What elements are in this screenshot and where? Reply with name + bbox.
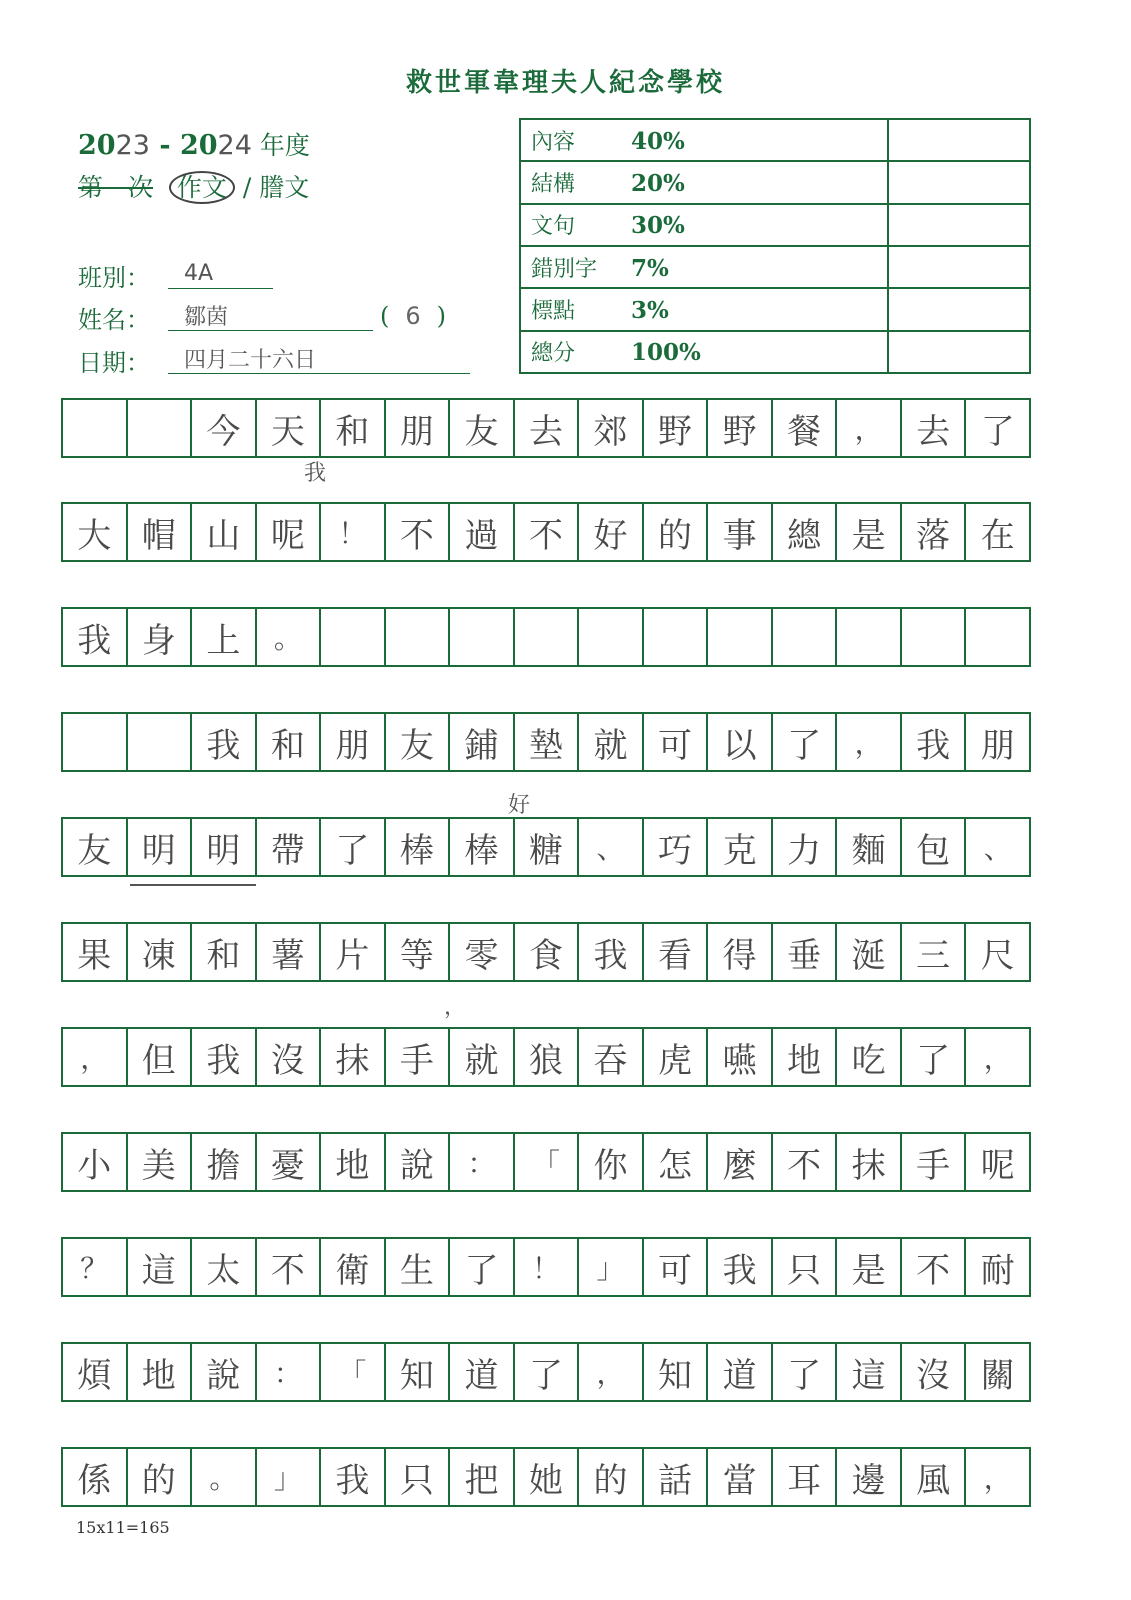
grid-cell: 上 xyxy=(190,607,255,667)
score-mark-cell xyxy=(888,119,1030,161)
composition-type xyxy=(78,168,309,204)
grid-cell: 這 xyxy=(126,1237,191,1297)
grid-cell: 我 xyxy=(577,922,642,982)
grid-cell: ？ xyxy=(61,1237,126,1297)
grid-cell: 耳 xyxy=(771,1447,836,1507)
grid-cell: ， xyxy=(835,712,900,772)
grid-cell: 野 xyxy=(642,398,707,458)
date-label: 日期： xyxy=(78,349,150,377)
grid-cell: 知 xyxy=(642,1342,707,1402)
grid-cell: 憂 xyxy=(255,1132,320,1192)
number-open: ( xyxy=(380,302,390,330)
grid-cell: 墊 xyxy=(513,712,578,772)
grid-cell xyxy=(384,607,449,667)
grid-cell: 克 xyxy=(706,817,771,877)
grid-cell: 當 xyxy=(706,1447,771,1507)
grid-cell: 風 xyxy=(900,1447,965,1507)
grid-cell: 話 xyxy=(642,1447,707,1507)
grid-cell: 明 xyxy=(126,817,191,877)
grid-cell: 我 xyxy=(190,1027,255,1087)
grid-cell: ， xyxy=(61,1027,126,1087)
grid-cell: 說 xyxy=(190,1342,255,1402)
grid-cell: 友 xyxy=(384,712,449,772)
grid-cell: 糖 xyxy=(513,817,578,877)
score-mark-cell xyxy=(888,331,1030,373)
correction-insert-3: ， xyxy=(444,995,467,1020)
grid-cell: 和 xyxy=(255,712,320,772)
grid-cell: 吞 xyxy=(577,1027,642,1087)
grid-cell: 只 xyxy=(771,1237,836,1297)
grid-cell: 邊 xyxy=(835,1447,900,1507)
grid-cell: 我 xyxy=(900,712,965,772)
score-row xyxy=(520,161,1030,203)
grid-cell xyxy=(448,607,513,667)
grid-cell: 鋪 xyxy=(448,712,513,772)
grid-row xyxy=(61,922,1031,986)
underline-mark xyxy=(130,884,256,886)
grid-cell: 和 xyxy=(190,922,255,982)
grid-cell: 關 xyxy=(964,1342,1031,1402)
grid-cell: 去 xyxy=(513,398,578,458)
grid-cell: 美 xyxy=(126,1132,191,1192)
grid-cell: 落 xyxy=(900,502,965,562)
grid-cell: 沒 xyxy=(900,1342,965,1402)
grid-cell xyxy=(642,607,707,667)
grid-cell: 」 xyxy=(577,1237,642,1297)
name-value: 鄒茵 xyxy=(184,305,229,330)
grid-cell: 友 xyxy=(61,817,126,877)
date-underline xyxy=(168,343,470,374)
grid-cell: 地 xyxy=(319,1132,384,1192)
grid-row xyxy=(61,817,1031,881)
grid-cell: 地 xyxy=(126,1342,191,1402)
grid-cell: 的 xyxy=(126,1447,191,1507)
grid-cell: 過 xyxy=(448,502,513,562)
grid-cell: 地 xyxy=(771,1027,836,1087)
score-criterion xyxy=(520,331,888,373)
grid-cell: 總 xyxy=(771,502,836,562)
grid-cell: 巧 xyxy=(642,817,707,877)
number-close: ) xyxy=(436,302,447,330)
grid-cell: 、 xyxy=(577,817,642,877)
grid-cell: 等 xyxy=(384,922,449,982)
grid-cell: 的 xyxy=(577,1447,642,1507)
grid-cell: 了 xyxy=(771,712,836,772)
grid-cell: 她 xyxy=(513,1447,578,1507)
grid-cell: ： xyxy=(448,1132,513,1192)
score-mark-cell xyxy=(888,288,1030,330)
score-percent: 100% xyxy=(631,339,701,367)
grid-row xyxy=(61,1342,1031,1406)
score-row xyxy=(520,246,1030,288)
student-number xyxy=(380,302,446,330)
grid-cell: 了 xyxy=(448,1237,513,1297)
grid-cell: 和 xyxy=(319,398,384,458)
score-name: 結構 xyxy=(531,171,576,197)
grid-cell: 我 xyxy=(706,1237,771,1297)
grid-cell: 吃 xyxy=(835,1027,900,1087)
grid-cell: 不 xyxy=(771,1132,836,1192)
type-slash: / xyxy=(234,173,260,202)
grid-cell: 但 xyxy=(126,1027,191,1087)
score-name: 內容 xyxy=(531,129,576,155)
grid-cell: 友 xyxy=(448,398,513,458)
grid-cell: ： xyxy=(255,1342,320,1402)
grid-cell: 煩 xyxy=(61,1342,126,1402)
grid-cell: 了 xyxy=(513,1342,578,1402)
grid-cell: 手 xyxy=(384,1027,449,1087)
class-value: 4A xyxy=(184,261,214,286)
grid-cell: 的 xyxy=(642,502,707,562)
type-struck: 第 次 xyxy=(78,173,154,202)
grid-cell: 棒 xyxy=(448,817,513,877)
grid-cell: 「 xyxy=(319,1342,384,1402)
name-field xyxy=(78,300,229,335)
score-name: 總分 xyxy=(531,341,576,367)
grid-cell: 是 xyxy=(835,1237,900,1297)
grid-cell xyxy=(900,607,965,667)
grid-cell: 耐 xyxy=(964,1237,1031,1297)
grid-cell: 虎 xyxy=(642,1027,707,1087)
grid-cell: 、 xyxy=(964,817,1031,877)
grid-cell: 垂 xyxy=(771,922,836,982)
score-row xyxy=(520,331,1030,373)
grid-cell: 這 xyxy=(835,1342,900,1402)
score-mark-cell xyxy=(888,246,1030,288)
score-percent: 30% xyxy=(631,212,685,240)
grid-row xyxy=(61,1447,1031,1511)
grid-cell: ， xyxy=(835,398,900,458)
grid-cell: 只 xyxy=(384,1447,449,1507)
grid-cell: 今 xyxy=(190,398,255,458)
score-percent: 40% xyxy=(631,127,685,155)
grid-cell: 在 xyxy=(964,502,1031,562)
grid-cell: 就 xyxy=(577,712,642,772)
grid-cell: 食 xyxy=(513,922,578,982)
grid-cell: 。 xyxy=(190,1447,255,1507)
grid-cell: 凍 xyxy=(126,922,191,982)
grid-cell: 是 xyxy=(835,502,900,562)
grid-cell: 就 xyxy=(448,1027,513,1087)
grid-cell xyxy=(513,607,578,667)
year-handwritten-2: 24 xyxy=(217,130,252,161)
grid-cell: 我 xyxy=(190,712,255,772)
grid-cell: 三 xyxy=(900,922,965,982)
grid-cell: 得 xyxy=(706,922,771,982)
grid-cell: 可 xyxy=(642,712,707,772)
grid-cell: 「 xyxy=(513,1132,578,1192)
score-criterion xyxy=(520,119,888,161)
grid-cell: 擔 xyxy=(190,1132,255,1192)
grid-cell xyxy=(835,607,900,667)
grid-row xyxy=(61,1027,1031,1091)
grid-cell xyxy=(706,607,771,667)
grid-cell: 」 xyxy=(255,1447,320,1507)
score-mark-cell xyxy=(888,204,1030,246)
grid-cell: 太 xyxy=(190,1237,255,1297)
grid-cell: 小 xyxy=(61,1132,126,1192)
year-prefix-2: 20 xyxy=(179,130,218,161)
grid-cell: 明 xyxy=(190,817,255,877)
grid-cell: 零 xyxy=(448,922,513,982)
grid-cell: 薯 xyxy=(255,922,320,982)
grid-cell: 去 xyxy=(900,398,965,458)
class-label: 班別： xyxy=(78,264,150,292)
school-title: 救世軍韋理夫人紀念學校 xyxy=(405,68,725,98)
score-row xyxy=(520,288,1030,330)
score-name: 文句 xyxy=(531,214,576,240)
grid-cell: 野 xyxy=(706,398,771,458)
grid-cell xyxy=(771,607,836,667)
score-name: 錯別字 xyxy=(531,256,598,282)
grid-cell: 我 xyxy=(319,1447,384,1507)
grid-cell: 不 xyxy=(513,502,578,562)
grid-cell: 麵 xyxy=(835,817,900,877)
name-underline xyxy=(168,300,373,331)
grid-cell: 道 xyxy=(706,1342,771,1402)
grid-cell: 大 xyxy=(61,502,126,562)
grid-cell: 身 xyxy=(126,607,191,667)
score-row xyxy=(520,119,1030,161)
grid-cell xyxy=(61,712,126,772)
score-mark-cell xyxy=(888,161,1030,203)
grid-row xyxy=(61,607,1031,671)
grid-cell: 知 xyxy=(384,1342,449,1402)
grid-cell: 可 xyxy=(642,1237,707,1297)
grid-cell: 帶 xyxy=(255,817,320,877)
grid-cell: 帽 xyxy=(126,502,191,562)
grid-cell: 餐 xyxy=(771,398,836,458)
grid-cell: ， xyxy=(964,1027,1031,1087)
class-field xyxy=(78,258,214,293)
grid-cell: 事 xyxy=(706,502,771,562)
grid-cell: 道 xyxy=(448,1342,513,1402)
grid-cell: ！ xyxy=(513,1237,578,1297)
date-value: 四月二十六日 xyxy=(184,348,317,373)
grid-row xyxy=(61,398,1031,462)
grid-cell xyxy=(319,607,384,667)
grid-cell: 力 xyxy=(771,817,836,877)
grid-cell: 了 xyxy=(964,398,1031,458)
grid-cell: 不 xyxy=(255,1237,320,1297)
grid-cell: 狼 xyxy=(513,1027,578,1087)
year-suffix: 年度 xyxy=(251,131,310,160)
grid-cell: ， xyxy=(964,1447,1031,1507)
grid-cell: 不 xyxy=(384,502,449,562)
grid-cell xyxy=(577,607,642,667)
number-value: 6 xyxy=(405,302,421,330)
grid-cell: 看 xyxy=(642,922,707,982)
grid-cell: 了 xyxy=(771,1342,836,1402)
grid-cell: 抹 xyxy=(319,1027,384,1087)
grid-cell: 手 xyxy=(900,1132,965,1192)
grid-cell: 呢 xyxy=(964,1132,1031,1192)
score-table xyxy=(519,118,1031,374)
grid-row xyxy=(61,712,1031,776)
grid-cell: 片 xyxy=(319,922,384,982)
score-criterion xyxy=(520,288,888,330)
grid-cell: 抹 xyxy=(835,1132,900,1192)
grid-cell: 衛 xyxy=(319,1237,384,1297)
correction-insert-2: 好 xyxy=(508,793,531,818)
score-criterion xyxy=(520,204,888,246)
grid-cell: 以 xyxy=(706,712,771,772)
score-row xyxy=(520,204,1030,246)
grid-cell: 怎 xyxy=(642,1132,707,1192)
year-handwritten-1: 23 xyxy=(115,130,150,161)
date-field xyxy=(78,343,317,378)
grid-cell: 山 xyxy=(190,502,255,562)
class-underline xyxy=(168,258,273,289)
grid-cell xyxy=(964,607,1031,667)
grid-cell: 沒 xyxy=(255,1027,320,1087)
grid-cell: 尺 xyxy=(964,922,1031,982)
grid-row xyxy=(61,1237,1031,1301)
grid-cell: 不 xyxy=(900,1237,965,1297)
grid-cell: 棒 xyxy=(384,817,449,877)
grid-cell: 係 xyxy=(61,1447,126,1507)
score-criterion xyxy=(520,161,888,203)
name-label: 姓名： xyxy=(78,306,150,334)
grid-cell: 我 xyxy=(61,607,126,667)
grid-cell: 好 xyxy=(577,502,642,562)
grid-cell: 朋 xyxy=(964,712,1031,772)
grid-cell: 涎 xyxy=(835,922,900,982)
year-prefix-1: 20 xyxy=(78,130,116,161)
grid-cell: 朋 xyxy=(384,398,449,458)
score-percent: 3% xyxy=(631,296,669,324)
grid-cell: 朋 xyxy=(319,712,384,772)
score-name: 標點 xyxy=(531,298,576,324)
grid-cell xyxy=(61,398,126,458)
type-circled: 作文 xyxy=(169,171,235,204)
grid-cell: 包 xyxy=(900,817,965,877)
year-dash: - xyxy=(149,130,180,161)
grid-cell: 嚥 xyxy=(706,1027,771,1087)
grid-cell xyxy=(126,398,191,458)
grid-cell: 生 xyxy=(384,1237,449,1297)
grid-cell: 把 xyxy=(448,1447,513,1507)
score-criterion xyxy=(520,246,888,288)
grid-cell: 你 xyxy=(577,1132,642,1192)
grid-count: 15x11=165 xyxy=(76,1518,170,1537)
grid-cell: 呢 xyxy=(255,502,320,562)
grid-cell: 說 xyxy=(384,1132,449,1192)
correction-insert-1: 我 xyxy=(304,461,327,486)
grid-row xyxy=(61,502,1031,566)
grid-row xyxy=(61,1132,1031,1196)
grid-cell: 天 xyxy=(255,398,320,458)
grid-cell: 郊 xyxy=(577,398,642,458)
grid-cell: 果 xyxy=(61,922,126,982)
score-percent: 20% xyxy=(631,169,685,197)
grid-cell: 了 xyxy=(319,817,384,877)
grid-cell: 。 xyxy=(255,607,320,667)
grid-cell: 麼 xyxy=(706,1132,771,1192)
grid-cell: ！ xyxy=(319,502,384,562)
school-year xyxy=(78,126,310,162)
type-other: 謄文 xyxy=(259,173,310,202)
grid-cell: 了 xyxy=(900,1027,965,1087)
grid-cell: ， xyxy=(577,1342,642,1402)
score-percent: 7% xyxy=(631,254,669,282)
grid-cell xyxy=(126,712,191,772)
